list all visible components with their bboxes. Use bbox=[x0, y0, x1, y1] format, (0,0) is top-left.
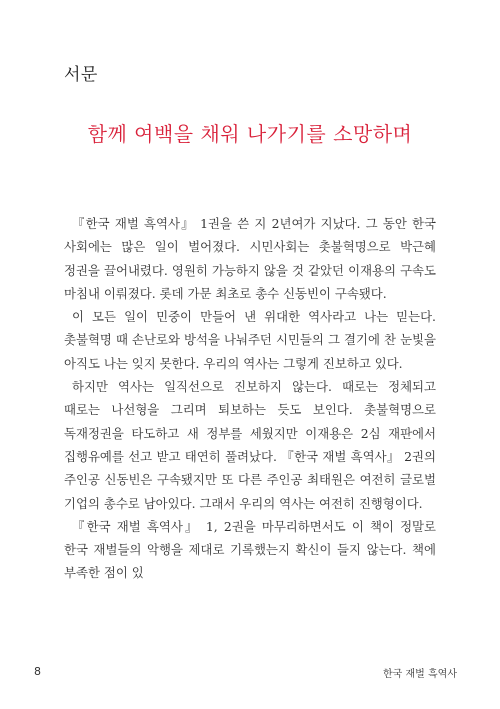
section-label: 서문 bbox=[64, 65, 98, 85]
page-number: 8 bbox=[34, 665, 41, 678]
chapter-headline: 함께 여백을 채워 나가기를 소망하며 bbox=[87, 122, 413, 146]
paragraph-1: 『한국 재벌 흑역사』 1권을 쓴 지 2년여가 지났다. 그 동안 한국 사회에는 많은 일이 벌어졌다. 시민사회는 촛불혁명으로 박근혜 정권을 끌어내렸다. 영원히 가능하지 않을 것 같았던 이재용의 구속도 마침내 이뤄졌다. 롯데 가문 최초로 총수 신동빈이 구속됐다. bbox=[64, 216, 436, 301]
paragraph-3: 하지만 역사는 일직선으로 진보하지 않는다. 때로는 정체되고 때로는 나선형을 그리며 퇴보하는 듯도 보인다. 촛불혁명으로 독재정권을 타도하고 새 정부를 세웠지만 이재용은 2심 재판에서 집행유예를 선고 받고 태연히 풀려났다. 『한국 재벌 흑역사』 2권의 주인공 신동빈은 구속됐지만 또 다른 주인공 최태원은 여전히 글로벌 기업의 총수로 남아있다. 그래서 우리의 역사는 여전히 진행형이다. bbox=[64, 379, 436, 511]
body-text bbox=[64, 212, 436, 585]
running-footer-title: 한국 재벌 흑역사 bbox=[383, 669, 457, 680]
paragraph-2: 이 모든 일이 민중이 만들어 낸 위대한 역사라고 나는 믿는다. 촛불혁명 때 손난로와 방석을 나눠주던 시민들의 그 결기에 찬 눈빛을 아직도 나는 잊지 못한다. 우리의 역사는 그렇게 진보하고 있다. bbox=[64, 309, 436, 371]
paragraph-4: 『한국 재벌 흑역사』 1, 2권을 마무리하면서도 이 책이 정말로 한국 재벌들의 악행을 제대로 기록했는지 확신이 들지 않는다. 책에 부족한 점이 있 bbox=[64, 518, 436, 581]
